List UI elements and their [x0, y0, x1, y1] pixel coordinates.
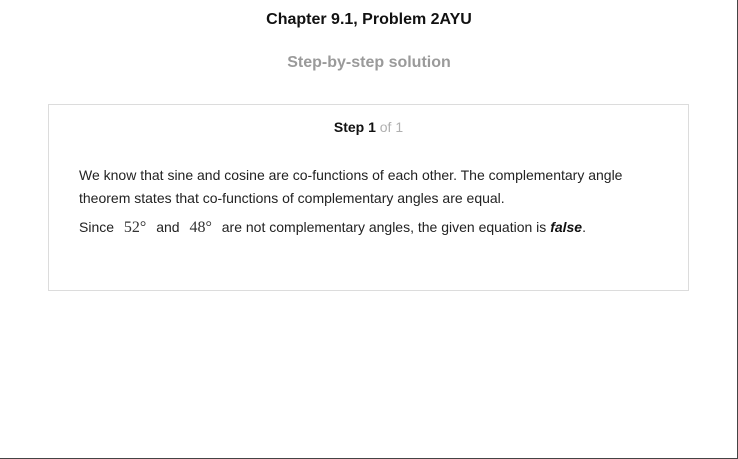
since-text: Since — [79, 219, 115, 235]
angle-1: 52° — [123, 219, 147, 236]
and-text: and — [156, 219, 180, 235]
conclusion-text: are not complementary angles, the given equation is — [221, 219, 547, 235]
step-total: of 1 — [379, 119, 404, 135]
solution-paragraph-1: We know that sine and cosine are co-functions of each other. The complementary angle theorem states that co-functions of complementary angles are equal. — [79, 167, 623, 206]
step-label: Step 1 — [333, 119, 376, 135]
solution-step-card — [48, 104, 689, 291]
solution-subtitle: Step-by-step solution — [287, 54, 451, 71]
angle-2: 48° — [189, 219, 212, 236]
verdict-text: false — [550, 219, 583, 235]
solution-paragraph-2 — [79, 216, 659, 239]
page-title: Chapter 9.1, Problem 2AYU — [266, 11, 472, 28]
sentence-end: . — [582, 219, 586, 235]
step-header — [49, 119, 688, 135]
